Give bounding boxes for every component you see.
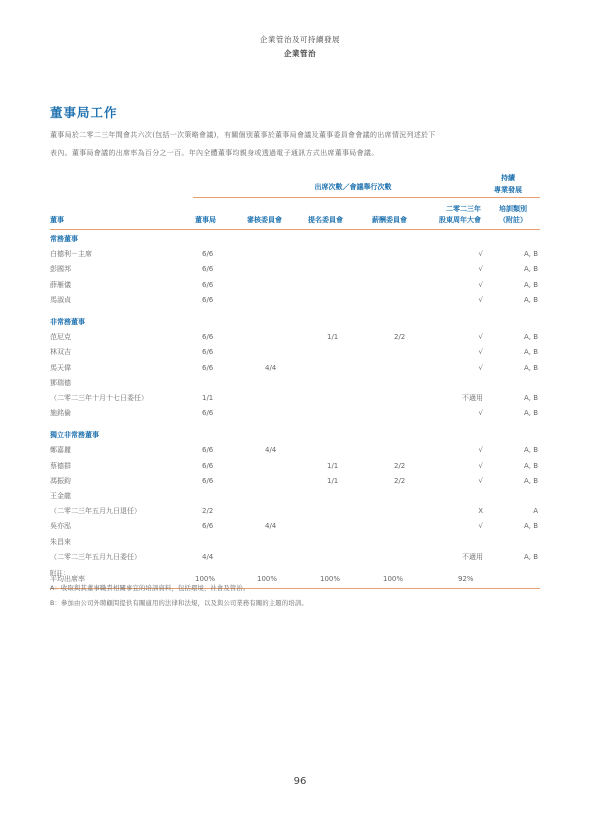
cpd-header-line1: 持續 [501, 174, 515, 182]
table-row-continuation [50, 391, 540, 406]
board-attendance: 1/1 [202, 393, 214, 402]
column-headers [50, 200, 540, 228]
col-header-agm [428, 204, 481, 226]
nomination-attendance: 1/1 [327, 476, 339, 485]
cpd-type: A, B [523, 295, 538, 304]
cpd-header-line2: 專業發展 [494, 186, 522, 194]
remuneration-attendance: 2/2 [394, 333, 406, 342]
board-attendance: 6/6 [202, 348, 214, 357]
col-header-cpd [487, 204, 539, 226]
agm-attendance: 不適用 [462, 552, 483, 561]
col-header-director: 董事 [50, 216, 64, 224]
cpd-type: A [533, 507, 538, 516]
retirement-note: （二零二三年五月九日退任） [50, 507, 141, 516]
board-attendance: 6/6 [202, 280, 214, 289]
table-row-continuation [50, 504, 540, 519]
page-number: 96 [293, 776, 307, 787]
agm-attendance: √ [478, 280, 483, 289]
category-label: 獨立非常務董事 [50, 431, 99, 440]
director-name: 馬天偉 [50, 363, 71, 372]
running-header [0, 33, 600, 61]
cpd-type: A, B [523, 348, 538, 357]
cpd-col-line2: （附註） [499, 216, 527, 224]
agm-attendance: √ [478, 265, 483, 274]
table-row [50, 443, 540, 458]
remuneration-attendance: 2/2 [394, 461, 406, 470]
board-attendance: 6/6 [202, 446, 214, 455]
board-attendance: 6/6 [202, 363, 214, 372]
board-attendance: 6/6 [202, 522, 214, 531]
category-row [50, 232, 540, 247]
spacer [50, 421, 540, 428]
table-row [50, 489, 540, 504]
agm-header-line1: 二零二三年 [446, 205, 481, 213]
board-attendance: 6/6 [202, 476, 214, 485]
appointment-note: （二零二三年十月十七日委任） [50, 393, 148, 402]
agm-header-line2: 股東周年大會 [439, 216, 481, 224]
cpd-type: A, B [523, 363, 538, 372]
col-header-board: 董事局 [195, 216, 216, 224]
col-header-audit: 審核委員會 [247, 216, 282, 224]
table-row [50, 262, 540, 277]
agm-attendance: 不適用 [462, 393, 483, 402]
notes [50, 566, 308, 611]
agm-attendance: √ [478, 461, 483, 470]
table-row [50, 293, 540, 308]
director-name: 吳亦泓 [50, 522, 71, 531]
cpd-type: A, B [523, 476, 538, 485]
cpd-type: A, B [523, 333, 538, 342]
category-row [50, 428, 540, 443]
director-name: 施銘倫 [50, 409, 71, 418]
header-rule [50, 229, 540, 230]
category-label: 常務董事 [50, 235, 78, 243]
spacer [50, 308, 540, 315]
board-attendance: 2/2 [202, 507, 214, 516]
cpd-type: A, B [523, 552, 538, 561]
cpd-type: A, B [523, 522, 538, 531]
table-row [50, 345, 540, 360]
audit-attendance: 4/4 [265, 446, 277, 455]
intro-line-2: 表內。董事局會議的出席率為百分之一百。年內全體董事均親身或透過電子通訊方式出席董事局會議。 [50, 149, 379, 157]
director-name: 薛雁儀 [50, 280, 71, 289]
agm-attendance: √ [478, 446, 483, 455]
table-row [50, 376, 540, 391]
col-header-nomination: 提名委員會 [308, 216, 343, 224]
table-row-continuation [50, 550, 540, 565]
agm-attendance: X [478, 507, 483, 516]
col-header-remuneration: 薪酬委員會 [372, 216, 407, 224]
average-agm: 92% [458, 574, 474, 583]
agm-attendance: √ [478, 348, 483, 357]
running-header-subsection: 企業管治 [284, 49, 316, 58]
cpd-type: A, B [523, 446, 538, 455]
director-name: 馬淑貞 [50, 295, 71, 304]
director-name: 蔡德群 [50, 461, 71, 470]
board-attendance: 6/6 [202, 409, 214, 418]
board-attendance: 6/6 [202, 250, 214, 259]
cpd-type: A, B [523, 461, 538, 470]
cpd-col-line1: 培訓類別 [499, 205, 527, 213]
notes-title: 附註： [50, 570, 70, 577]
board-attendance: 6/6 [202, 295, 214, 304]
director-name: 鄧瑞德 [50, 378, 71, 387]
table-body [50, 232, 540, 589]
average-remuneration: 100% [383, 574, 404, 583]
average-nomination: 100% [320, 574, 341, 583]
board-attendance: 6/6 [202, 333, 214, 342]
director-name: 彭國邦 [50, 265, 71, 274]
agm-attendance: √ [478, 363, 483, 372]
agm-attendance: √ [478, 333, 483, 342]
category-label: 非常務董事 [50, 317, 85, 326]
cpd-type: A, B [523, 250, 538, 259]
agm-attendance: √ [478, 295, 483, 304]
board-attendance: 6/6 [202, 461, 214, 470]
director-name: 馮振鈞 [50, 476, 71, 485]
cpd-type: A, B [523, 409, 538, 418]
average-board: 100% [195, 574, 216, 583]
section-title: 董事局工作 [50, 105, 118, 120]
cpd-header-rule [483, 197, 540, 198]
director-name: 鄭嘉麗 [50, 446, 71, 455]
table-row [50, 330, 540, 345]
table-row [50, 247, 540, 262]
table-row [50, 459, 540, 474]
appointment-note: （二零二三年五月九日委任） [50, 552, 141, 561]
director-name: 白德利－主席 [50, 250, 92, 259]
director-name: 范尼克 [50, 333, 71, 342]
average-label: 平均出席率 [50, 574, 85, 583]
board-attendance: 6/6 [202, 265, 214, 274]
table-row [50, 406, 540, 421]
note-a: A：收取與其董事職責相關事宜的培訓資料，包括環境、社會及管治。 [50, 585, 250, 592]
agm-attendance: √ [478, 476, 483, 485]
nomination-attendance: 1/1 [327, 333, 339, 342]
group-header-rule [193, 197, 518, 198]
audit-attendance: 4/4 [265, 522, 277, 531]
agm-attendance: √ [478, 409, 483, 418]
director-name: 朱昌來 [50, 537, 71, 546]
cpd-type: A, B [523, 393, 538, 402]
table-row [50, 278, 540, 293]
category-row [50, 315, 540, 330]
board-attendance: 4/4 [202, 552, 214, 561]
attendance-group-header: 出席次數／會議舉行次數 [314, 183, 392, 191]
note-b: B：參加由公司外聘顧問提供有關適用的法律和法規，以及與公司業務有關的主題的培訓。 [50, 600, 308, 607]
table-row [50, 535, 540, 550]
remuneration-attendance: 2/2 [394, 476, 406, 485]
average-audit: 100% [257, 574, 278, 583]
agm-attendance: √ [478, 250, 483, 259]
agm-attendance: √ [478, 522, 483, 531]
running-header-section: 企業管治及可持續發展 [260, 35, 340, 44]
table-row [50, 361, 540, 376]
nomination-attendance: 1/1 [327, 461, 339, 470]
director-name: 林双吉 [50, 348, 71, 357]
director-name: 王金龍 [50, 492, 71, 500]
intro-line-1: 董事局於二零二三年間會共六次(包括一次策略會議)，有關個別董事於董事局會議及董事委員會會議的出席情況列述於下 [50, 131, 436, 139]
cpd-type: A, B [523, 265, 538, 274]
table-row [50, 474, 540, 489]
table-row [50, 519, 540, 534]
cpd-type: A, B [523, 280, 538, 289]
intro-paragraph [50, 126, 550, 162]
audit-attendance: 4/4 [265, 363, 277, 372]
